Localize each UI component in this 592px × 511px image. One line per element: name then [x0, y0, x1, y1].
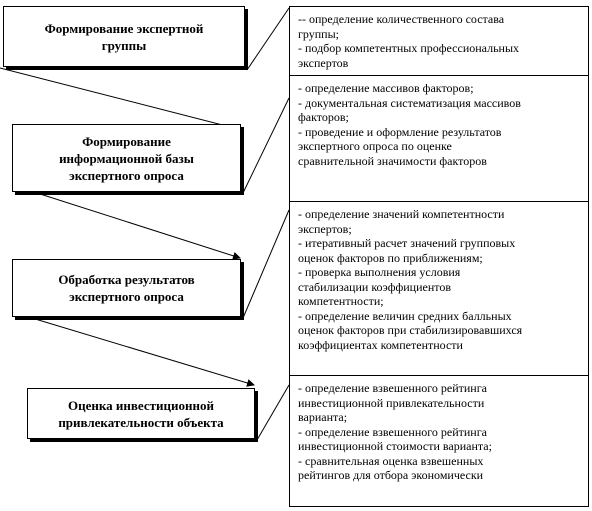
- description-box-investment-assessment: [289, 375, 589, 507]
- description-item: - определение величин средних балльных оценок факторов при стабилизировавшихся коэффициентах компетентности: [298, 308, 523, 352]
- description-item: - определение значений компетентности экспертов;: [298, 207, 505, 236]
- connector-team-to-description: [247, 8, 289, 70]
- description-item: - определение взвешенного рейтинга инвестиционной стоимости варианта;: [298, 424, 492, 453]
- stage-label-team-formation: Формирование экспертной группы: [44, 20, 204, 53]
- arrow-team-to-database: [0, 68, 242, 130]
- connector-processing-to-description: [243, 210, 289, 318]
- description-box-team-formation: [289, 6, 589, 76]
- description-item: - документальная систематизация массивов факторов;: [298, 95, 521, 124]
- stage-box-survey-processing: [12, 259, 241, 317]
- arrow-processing-to-assessment: [12, 312, 254, 385]
- description-item: - проверка выполнения условия стабилизации коэффициентов компетентности;: [298, 265, 461, 308]
- stage-box-information-base: [12, 124, 241, 192]
- stage-box-investment-assessment: [27, 388, 255, 439]
- connector-database-to-description: [243, 98, 289, 193]
- stage-label-survey-processing: Обработка результатов экспертного опроса: [58, 272, 195, 304]
- description-item: - определение взвешенного рейтинга инвестиционной привлекательности варианта;: [298, 381, 487, 424]
- description-item: - подбор компетентных профессиональных экспертов: [298, 41, 520, 70]
- stage-box-team-formation: [3, 6, 245, 67]
- description-box-information-base: [289, 75, 589, 202]
- description-item: - итеративный расчет значений групповых оценок факторов по приближениям;: [298, 236, 516, 265]
- stage-label-information-base: Формирование информационной базы экспертного опроса: [59, 133, 194, 183]
- description-item: -- определение количественного состава группы;: [298, 12, 505, 41]
- description-item: - проведение и оформление результатов экспертного опроса по оценке сравнительной значимости факторов: [298, 124, 502, 168]
- connector-assessment-to-description: [257, 385, 289, 440]
- description-item: - определение массивов факторов;: [298, 81, 474, 95]
- stage-label-investment-assessment: Оценка инвестиционной привлекательности объекта: [58, 397, 224, 430]
- description-item: - сравнительная оценка взвешенных рейтингов для отбора экономически: [298, 453, 484, 482]
- description-box-survey-processing: [289, 201, 589, 376]
- arrow-database-to-processing: [12, 185, 240, 258]
